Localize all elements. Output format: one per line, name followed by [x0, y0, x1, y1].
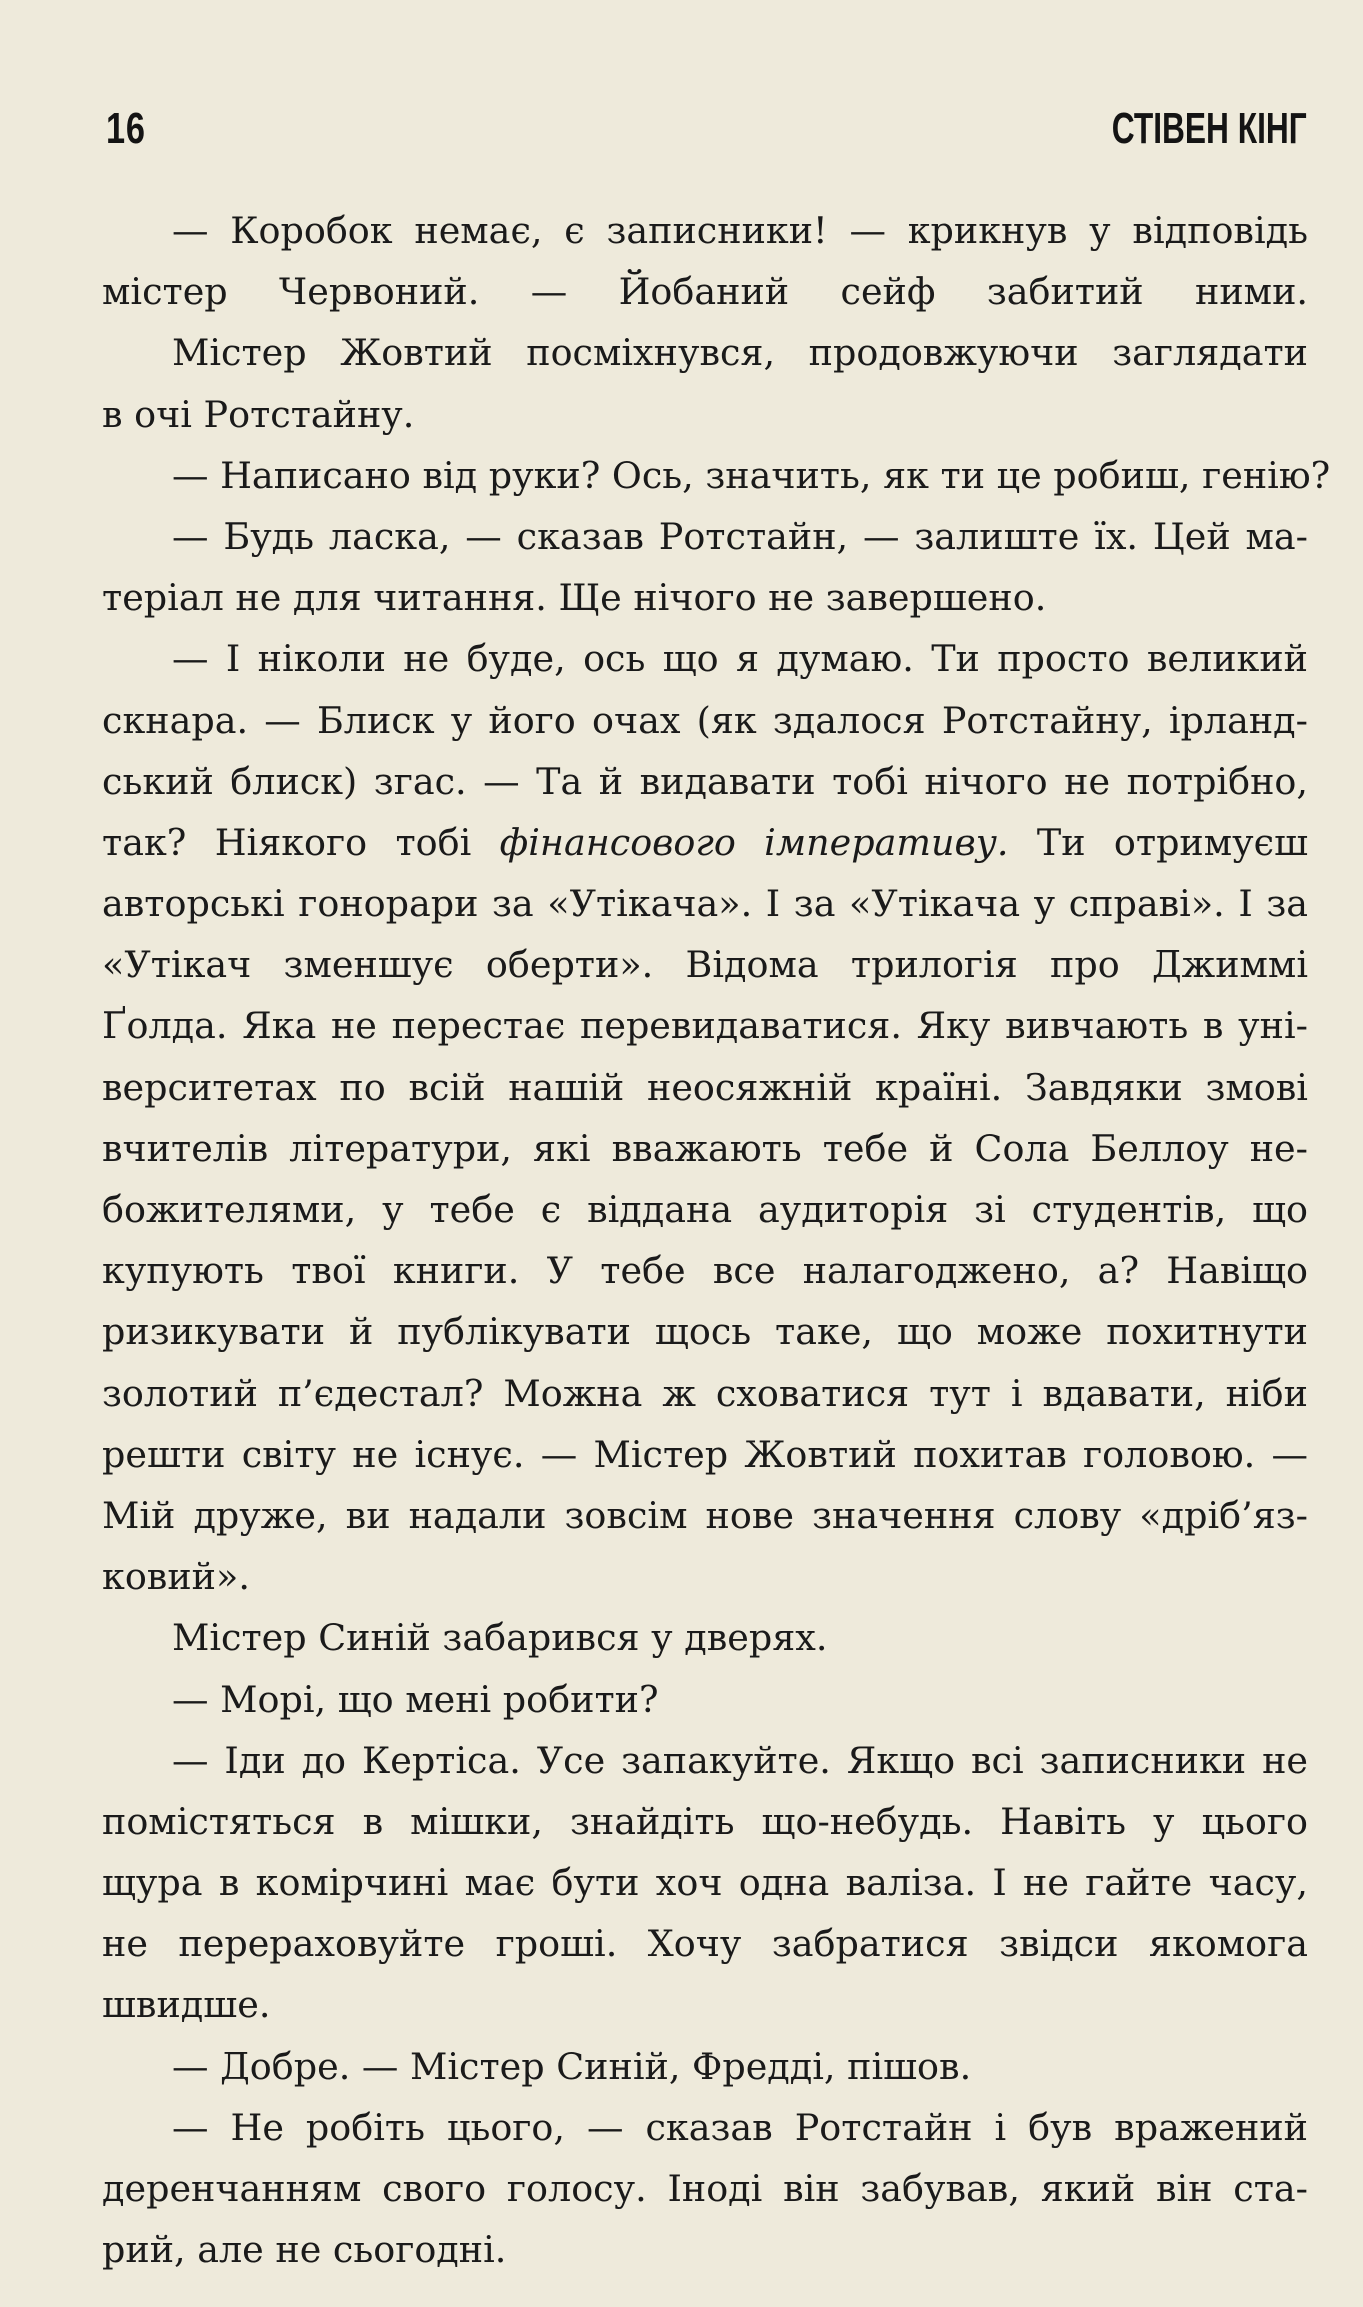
text-line: — Написано від руки? Ось, значить, як ти це робиш, генію?	[172, 453, 1331, 497]
text-line: — Не робіть цього, — сказав Ротстайн і був вражений	[172, 2105, 1308, 2149]
text-line: — Добре. — Містер Синій, Фредді, пішов.	[172, 2044, 972, 2088]
italic-phrase: фінансового імперативу.	[499, 820, 1009, 864]
text-line: скнара. — Блиск у його очах (як здалося Ротстайну, ірланд-	[102, 698, 1308, 742]
text-line: золотий п’єдестал? Можна ж сховатися тут і вдавати, ніби	[102, 1371, 1308, 1415]
text-line: авторські гонорари за «Утікача». І за «Утікача у справі». І за	[102, 882, 1308, 926]
text-line: «Утікач зменшує оберти». Відома трилогія про Джиммі	[102, 943, 1308, 987]
text-line: помістяться в мішки, знайдіть що-небудь. Навіть у цього	[102, 1799, 1308, 1843]
text-line: теріал не для читання. Ще нічого не завершено.	[102, 576, 1047, 620]
text-line: вчителів літератури, які вважають тебе й Сола Беллоу не-	[102, 1126, 1308, 1170]
text-line: — Іди до Кертіса. Усе запакуйте. Якщо всі записники не	[172, 1738, 1308, 1782]
text-line: верситетах по всій нашій неосяжній країні. Завдяки змові	[102, 1065, 1308, 1109]
text-line: Мій друже, ви надали зовсім нове значення слову «дріб’яз-	[102, 1493, 1308, 1537]
text-line: — Морі, що мені робити?	[172, 1677, 659, 1721]
text-line: — І ніколи не буде, ось що я думаю. Ти просто великий	[172, 637, 1308, 681]
text-line: божителями, у тебе є віддана аудиторія зі студентів, що	[102, 1188, 1308, 1231]
running-head: СТІВЕН КІНГ	[1112, 104, 1307, 153]
text-line: решти світу не існує. — Містер Жовтий похитав головою. —	[102, 1432, 1308, 1476]
text-segment: так? Ніякого тобі	[102, 820, 500, 864]
text-line: швидше.	[102, 1983, 271, 2027]
text-line: ризикувати й публікувати щось таке, що може похитнути	[102, 1310, 1308, 1354]
text-segment: Ти отримуєш	[1008, 820, 1309, 864]
text-line: не перераховуйте гроші. Хочу забратися звідси якомога	[102, 1922, 1308, 1966]
body-text	[102, 200, 1331, 2280]
text-line: містер Червоний. — Йобаний сейф забитий ними.	[102, 270, 1308, 314]
text-line: рий, але не сьогодні.	[102, 2228, 507, 2272]
text-line: ковий».	[102, 1555, 250, 1599]
text-line: — Будь ласка, — сказав Ротстайн, — залиште їх. Цей ма-	[172, 514, 1308, 558]
text-line: Містер Жовтий посміхнувся, продовжуючи заглядати	[172, 331, 1308, 375]
text-line: щура в комірчині має бути хоч одна валіза. І не гайте часу,	[102, 1861, 1308, 1905]
text-line	[102, 812, 1308, 873]
text-line: в очі Ротстайну.	[102, 392, 415, 436]
text-line: — Коробок немає, є записники! — крикнув у відповідь	[172, 209, 1308, 252]
text-line: купують твої книги. У тебе все налагоджено, а? Навіщо	[102, 1249, 1308, 1293]
text-line: ський блиск) згас. — Та й видавати тобі нічого не потрібно,	[102, 759, 1308, 803]
text-line: деренчанням свого голосу. Іноді він забував, який він ста-	[102, 2167, 1308, 2210]
page-number: 16	[106, 104, 146, 153]
text-line: Ґолда. Яка не перестає перевидаватися. Яку вивчають в уні-	[102, 1004, 1308, 1048]
text-line: Містер Синій забарився у дверях.	[172, 1616, 828, 1660]
